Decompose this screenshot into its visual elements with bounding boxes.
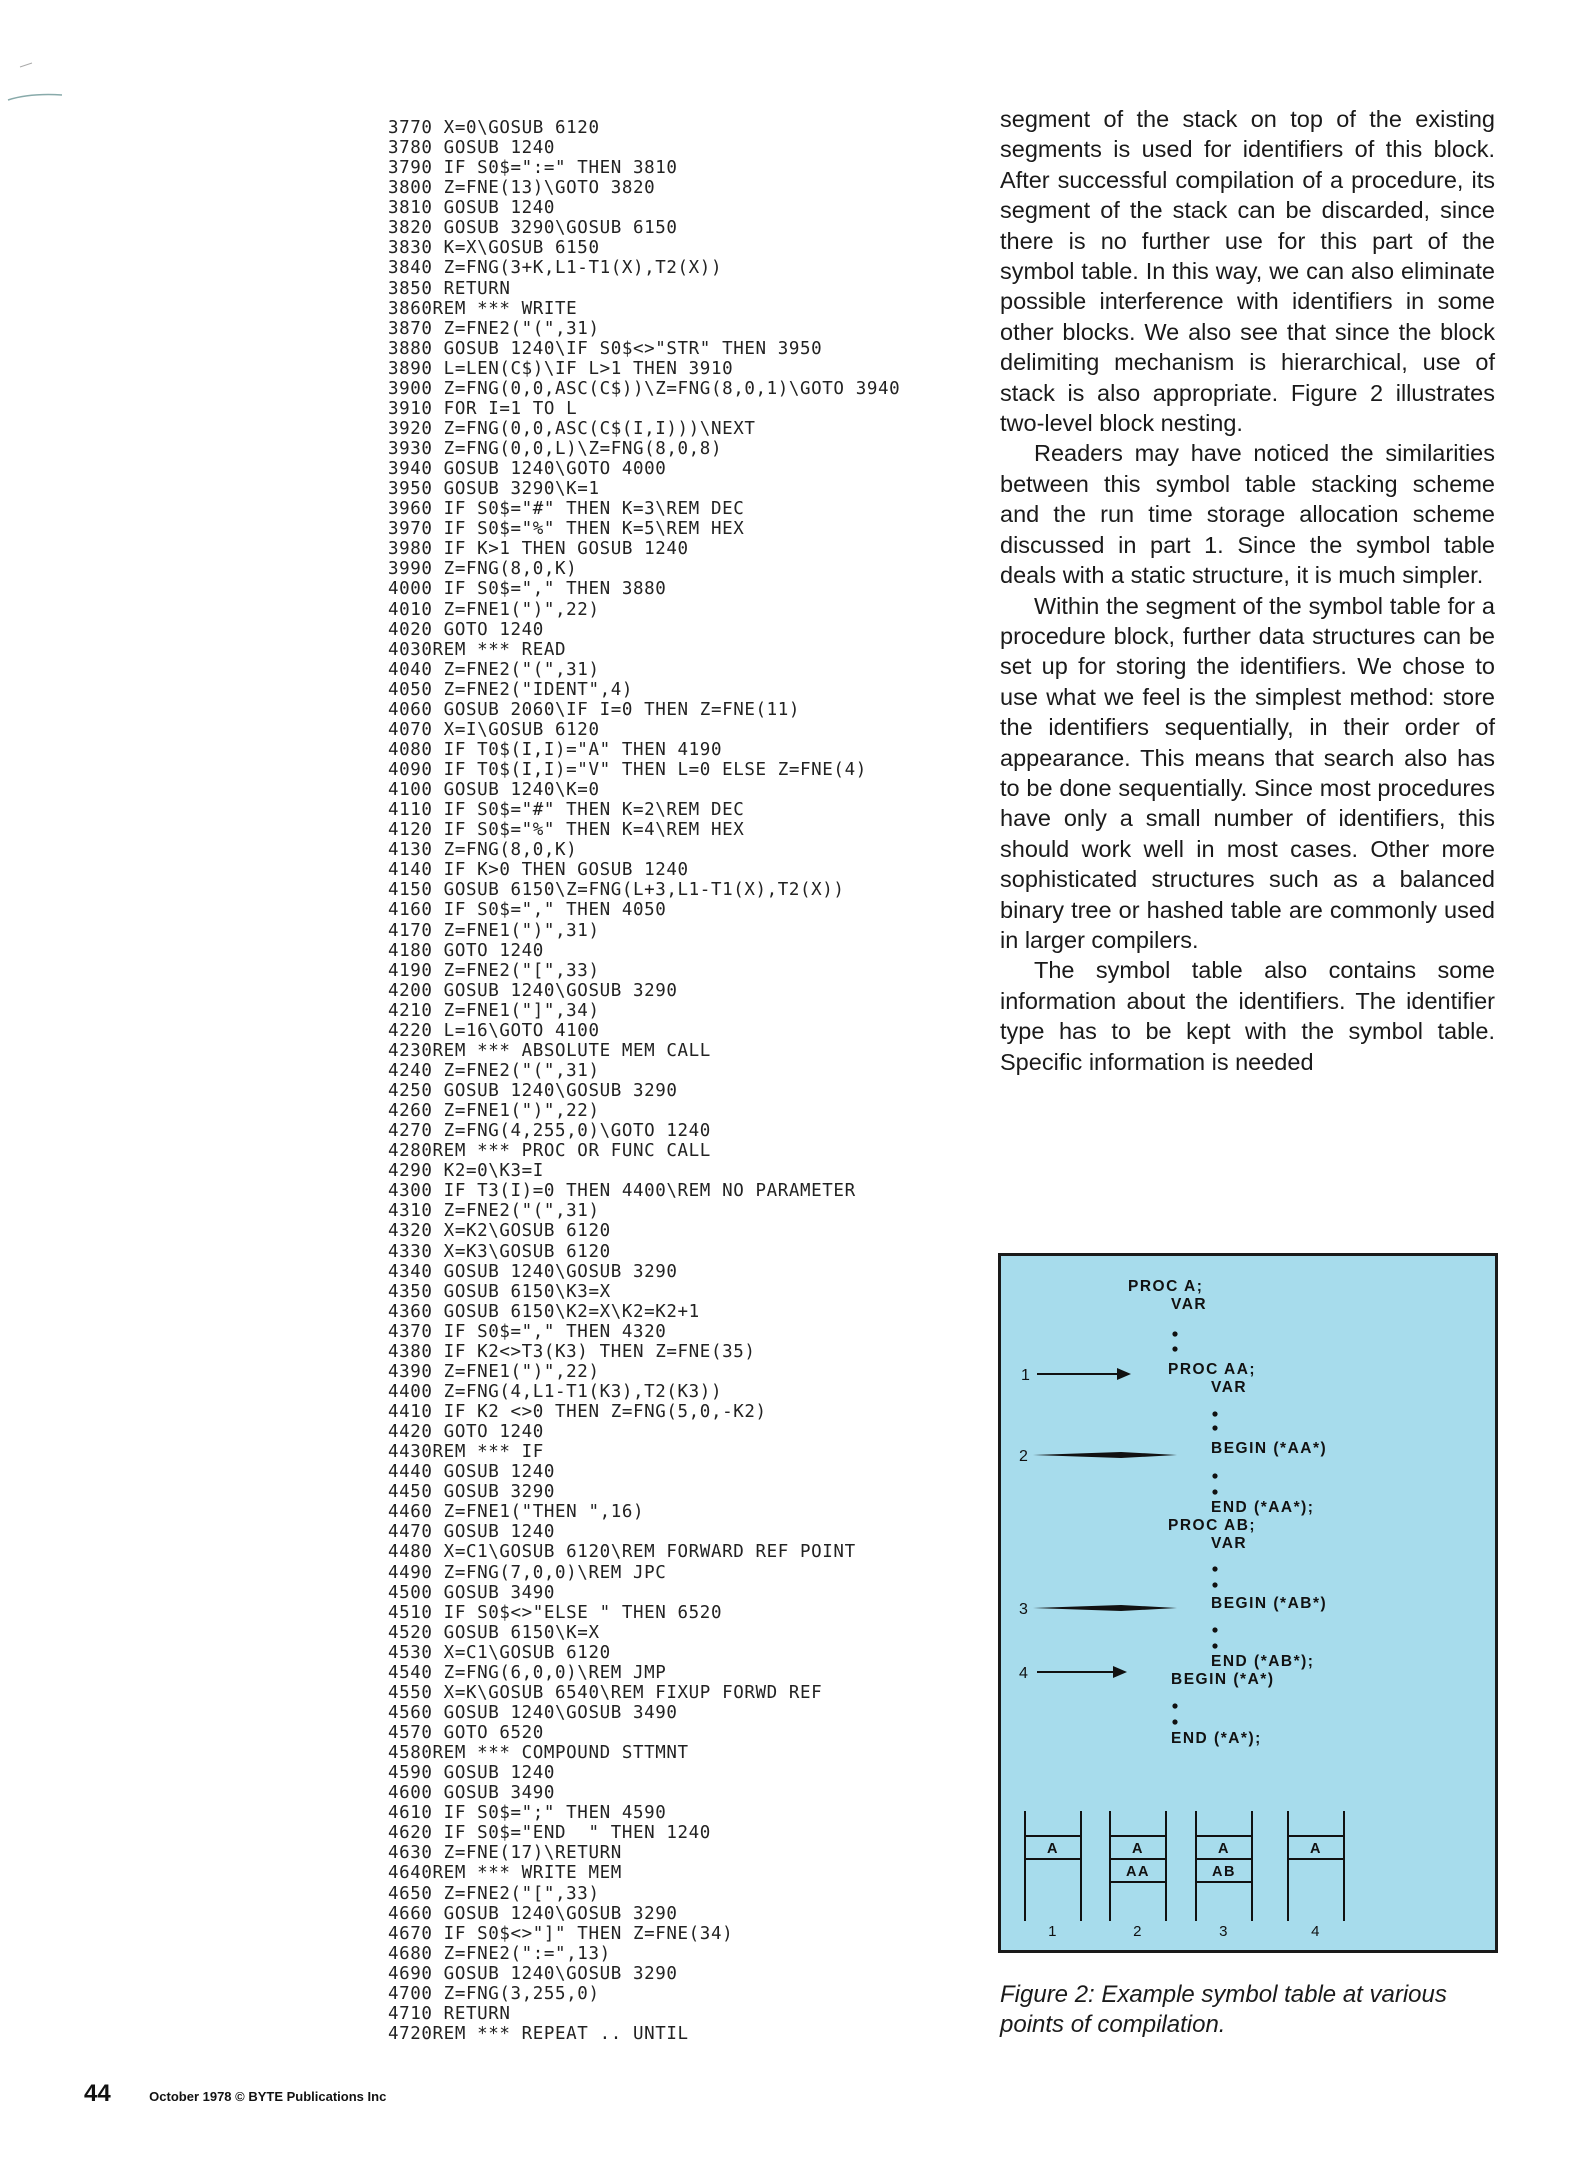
code-line: 3810 GOSUB 1240 — [388, 198, 556, 219]
code-var-aa: VAR — [1211, 1379, 1248, 1396]
basic-code-listing — [388, 118, 948, 2044]
code-line: 4060 GOSUB 2060\IF I=0 THEN Z=FNE(11) — [388, 699, 801, 720]
code-line: 4440 GOSUB 1240 — [388, 1462, 556, 1483]
article-text-column — [1000, 104, 1495, 1077]
code-line: 4660 GOSUB 1240\GOSUB 3290 — [388, 1903, 678, 1924]
code-line: 4600 GOSUB 3490 — [388, 1783, 556, 1804]
code-line: 4380 IF K2<>T3(K3) THEN Z=FNE(35) — [388, 1341, 756, 1362]
code-line: 3990 Z=FNG(8,0,K) — [388, 559, 578, 580]
code-line: 4690 GOSUB 1240\GOSUB 3290 — [388, 1963, 678, 1984]
stack-2-label: 2 — [1133, 1923, 1143, 1940]
code-line: 4160 IF S0$="," THEN 4050 — [388, 900, 667, 921]
code-proc-aa: PROC AA; — [1168, 1361, 1257, 1378]
code-line: 3970 IF S0$="%" THEN K=5\REM HEX — [388, 519, 745, 540]
code-line: 4550 X=K\GOSUB 6540\REM FIXUP FORWD REF — [388, 1682, 823, 1703]
code-line: 4310 Z=FNE2("(",31) — [388, 1201, 600, 1222]
code-line: 4210 Z=FNE1("]",34) — [388, 1000, 600, 1021]
code-line: 3930 Z=FNG(0,0,L)\Z=FNG(8,0,8) — [388, 439, 723, 459]
code-line: 3940 GOSUB 1240\GOTO 4000 — [388, 459, 667, 480]
stack-3-cell-2: AB — [1212, 1864, 1236, 1880]
code-line: 4520 GOSUB 6150\K=X — [388, 1622, 600, 1643]
code-line: 4630 Z=FNE(17)\RETURN — [388, 1843, 622, 1864]
stack-1-cell-1: A — [1047, 1841, 1059, 1857]
code-line: 3830 K=X\GOSUB 6150 — [388, 238, 600, 259]
code-line: 3820 GOSUB 3290\GOSUB 6150 — [388, 218, 678, 239]
code-line: 3790 IF S0$=":=" THEN 3810 — [388, 158, 678, 179]
code-line: 4640REM *** WRITE MEM — [388, 1863, 622, 1884]
code-begin-a: BEGIN (*A*) — [1171, 1671, 1275, 1688]
code-line: 4020 GOTO 1240 — [388, 619, 544, 640]
code-line: 3850 RETURN — [388, 278, 511, 299]
code-line: 3950 GOSUB 3290\K=1 — [388, 479, 600, 500]
code-line: 4360 GOSUB 6150\K2=X\K2=K2+1 — [388, 1301, 700, 1322]
stack-3-cell-1: A — [1218, 1841, 1230, 1857]
code-line: 4450 GOSUB 3290 — [388, 1482, 556, 1503]
stack-1 — [1025, 1811, 1081, 1921]
arrow-label-2: 2 — [1019, 1448, 1030, 1465]
code-proc-a: PROC A; — [1128, 1278, 1204, 1295]
code-line: 4330 X=K3\GOSUB 6120 — [388, 1241, 611, 1262]
code-line: 4340 GOSUB 1240\GOSUB 3290 — [388, 1261, 678, 1282]
code-line: 4400 Z=FNG(4,L1-T1(K3),T2(K3)) — [388, 1381, 723, 1402]
stack-4-cell-1: A — [1310, 1841, 1322, 1857]
code-line: 4410 IF K2 <>0 THEN Z=FNG(5,0,-K2) — [388, 1402, 767, 1422]
code-line: 4000 IF S0$="," THEN 3880 — [388, 579, 667, 600]
code-line: 4420 GOTO 1240 — [388, 1422, 544, 1443]
code-line: 4300 IF T3(I)=0 THEN 4400\REM NO PARAMETER — [388, 1181, 856, 1202]
figure-caption: Figure 2: Example symbol table at various points of compilation. — [1000, 1981, 1447, 2038]
code-line: 4120 IF S0$="%" THEN K=4\REM HEX — [388, 820, 745, 841]
code-line: 4140 IF K>0 THEN GOSUB 1240 — [388, 860, 689, 881]
code-line: 4510 IF S0$<>"ELSE " THEN 6520 — [388, 1602, 723, 1623]
code-line: 3960 IF S0$="#" THEN K=3\REM DEC — [388, 499, 745, 520]
code-line: 3840 Z=FNG(3+K,L1-T1(X),T2(X)) — [388, 258, 723, 279]
code-line: 3870 Z=FNE2("(",31) — [388, 318, 600, 339]
code-var-a: VAR — [1171, 1296, 1208, 1313]
arrow-2 — [1033, 1452, 1177, 1458]
figure-2-diagram — [1001, 1256, 1495, 1950]
code-line: 4250 GOSUB 1240\GOSUB 3290 — [388, 1081, 678, 1101]
code-line: 4700 Z=FNG(3,255,0) — [388, 1983, 600, 2004]
stack-3-label: 3 — [1219, 1923, 1229, 1940]
code-line: 3880 GOSUB 1240\IF S0$<>"STR" THEN 3950 — [388, 338, 823, 359]
figure-2-symbol-table — [998, 1253, 1498, 1953]
arrow-label-3: 3 — [1019, 1601, 1030, 1618]
code-line: 4430REM *** IF — [388, 1442, 544, 1463]
code-line: 3980 IF K>1 THEN GOSUB 1240 — [388, 539, 689, 560]
code-line: 4370 IF S0$="," THEN 4320 — [388, 1321, 667, 1342]
code-line: 4290 K2=0\K3=I — [388, 1161, 544, 1182]
code-line: 4670 IF S0$<>"]" THEN Z=FNE(34) — [388, 1923, 734, 1944]
code-line: 4260 Z=FNE1(")",22) — [388, 1101, 600, 1122]
arrow-4-head — [1113, 1666, 1127, 1678]
code-line: 3890 L=LEN(C$)\IF L>1 THEN 3910 — [388, 358, 734, 379]
code-line: 4090 IF T0$(I,I)="V" THEN L=0 ELSE Z=FNE(4) — [388, 760, 867, 780]
arrow-3 — [1033, 1605, 1177, 1611]
paragraph-3: Within the segment of the symbol table for a procedure block, further data structures can be set up for storing the identifiers. We chose to use what we feel is the simplest method: store the identifiers sequentially, in their order of appearance. This means that search also has to be done sequentially. Since most procedures have only a small number of identifiers, this should work well in most cases. Other more sophisticated structures such as a balanced binary tree or hashed table are commonly used in larger compilers. — [1000, 592, 1495, 953]
code-line: 4180 GOTO 1240 — [388, 940, 544, 961]
code-end-aa: END (*AA*); — [1211, 1499, 1315, 1516]
code-line: 4040 Z=FNE2("(",31) — [388, 659, 600, 680]
stack-4-label: 4 — [1311, 1923, 1321, 1940]
code-line: 4390 Z=FNE1(")",22) — [388, 1361, 600, 1382]
arrow-label-4: 4 — [1019, 1665, 1030, 1682]
code-line: 4470 GOSUB 1240 — [388, 1522, 556, 1543]
code-line: 4570 GOTO 6520 — [388, 1723, 544, 1743]
arrow-1-head — [1117, 1368, 1131, 1380]
paragraph-2: Readers may have noticed the similarities between this symbol table stacking scheme and the run time storage allocation scheme discussed in part 1. Since the symbol table deals with a static structure, it is much simpler. — [1000, 440, 1495, 589]
code-line: 4530 X=C1\GOSUB 6120 — [388, 1642, 611, 1663]
stack-2-cell-2: AA — [1126, 1864, 1150, 1880]
code-line: 4100 GOSUB 1240\K=0 — [388, 780, 600, 801]
code-line: 4110 IF S0$="#" THEN K=2\REM DEC — [388, 800, 745, 821]
code-line: 4270 Z=FNG(4,255,0)\GOTO 1240 — [388, 1121, 711, 1142]
code-line: 4010 Z=FNE1(")",22) — [388, 599, 600, 620]
code-line: 4480 X=C1\GOSUB 6120\REM FORWARD REF POINT — [388, 1542, 856, 1563]
code-line: 4220 L=16\GOTO 4100 — [388, 1020, 600, 1041]
stack-4 — [1288, 1811, 1344, 1921]
page-footer — [84, 2080, 386, 2108]
publication-credit: October 1978 © BYTE Publications Inc — [149, 2089, 387, 2104]
code-line: 4500 GOSUB 3490 — [388, 1582, 556, 1603]
code-line: 4590 GOSUB 1240 — [388, 1763, 556, 1784]
code-line: 4280REM *** PROC OR FUNC CALL — [388, 1141, 711, 1162]
code-line: 3860REM *** WRITE — [388, 298, 578, 319]
code-line: 4650 Z=FNE2("[",33) — [388, 1883, 600, 1904]
code-line: 4240 Z=FNE2("(",31) — [388, 1060, 600, 1081]
code-end-a: END (*A*); — [1171, 1730, 1262, 1747]
code-line: 4070 X=I\GOSUB 6120 — [388, 719, 600, 740]
code-line: 4350 GOSUB 6150\K3=X — [388, 1281, 611, 1302]
code-line: 4560 GOSUB 1240\GOSUB 3490 — [388, 1702, 678, 1723]
code-line: 4620 IF S0$="END " THEN 1240 — [388, 1823, 711, 1844]
code-begin-ab: BEGIN (*AB*) — [1211, 1595, 1328, 1612]
stack-2-cell-1: A — [1132, 1841, 1144, 1857]
code-line: 3770 X=0\GOSUB 6120 — [388, 118, 600, 138]
code-line: 4720REM *** REPEAT .. UNTIL — [388, 2023, 689, 2044]
margin-mark-decoration — [0, 55, 80, 115]
code-line: 3900 Z=FNG(0,0,ASC(C$))\Z=FNG(8,0,1)\GOTO 3940 — [388, 378, 901, 399]
stack-1-label: 1 — [1048, 1923, 1058, 1940]
code-line: 4610 IF S0$=";" THEN 4590 — [388, 1803, 667, 1824]
code-line: 3780 GOSUB 1240 — [388, 138, 556, 159]
arrow-label-1: 1 — [1021, 1367, 1032, 1384]
code-proc-ab: PROC AB; — [1168, 1517, 1257, 1534]
code-line: 4050 Z=FNE2("IDENT",4) — [388, 679, 633, 700]
page-number: 44 — [84, 2080, 111, 2107]
code-line: 4680 Z=FNE2(":=",13) — [388, 1943, 611, 1964]
code-line: 4080 IF T0$(I,I)="A" THEN 4190 — [388, 739, 723, 760]
code-line: 4710 RETURN — [388, 2003, 511, 2024]
code-line: 4190 Z=FNE2("[",33) — [388, 960, 600, 981]
code-begin-aa: BEGIN (*AA*) — [1211, 1440, 1328, 1457]
code-end-ab: END (*AB*); — [1211, 1653, 1315, 1670]
code-line: 4320 X=K2\GOSUB 6120 — [388, 1221, 611, 1242]
code-line: 4150 GOSUB 6150\Z=FNG(L+3,L1-T1(X),T2(X)) — [388, 880, 845, 901]
code-line: 4200 GOSUB 1240\GOSUB 3290 — [388, 980, 678, 1001]
code-line: 4490 Z=FNG(7,0,0)\REM JPC — [388, 1562, 667, 1583]
code-line: 4580REM *** COMPOUND STTMNT — [388, 1743, 689, 1764]
code-line: 4540 Z=FNG(6,0,0)\REM JMP — [388, 1662, 667, 1683]
code-line: 4130 Z=FNG(8,0,K) — [388, 840, 578, 861]
code-line: 4170 Z=FNE1(")",31) — [388, 920, 600, 941]
code-line: 4460 Z=FNE1("THEN ",16) — [388, 1502, 645, 1523]
code-line: 4230REM *** ABSOLUTE MEM CALL — [388, 1040, 711, 1061]
code-line: 4030REM *** READ — [388, 639, 567, 660]
code-var-ab: VAR — [1211, 1535, 1248, 1552]
code-line: 3910 FOR I=1 TO L — [388, 398, 578, 419]
code-line: 3920 Z=FNG(0,0,ASC(C$(I,I)))\NEXT — [388, 418, 756, 439]
code-line: 3800 Z=FNE(13)\GOTO 3820 — [388, 178, 656, 199]
paragraph-4: The symbol table also contains some information about the identifiers. The identifier type has to be kept with the symbol table. Specific information is needed — [1000, 957, 1495, 1075]
paragraph-1: segment of the stack on top of the existing segments is used for identifiers of this block. After successful compilation of a procedure, its segment of the stack can be discarded, since there is no further use for this part of the symbol table. In this way, we can also eliminate possible interference with identifiers in some other blocks. We also see that since the block delimiting mechanism is hierarchical, use of stack is also appropriate. Figure 2 illustrates two-level block nesting. — [1000, 106, 1495, 437]
